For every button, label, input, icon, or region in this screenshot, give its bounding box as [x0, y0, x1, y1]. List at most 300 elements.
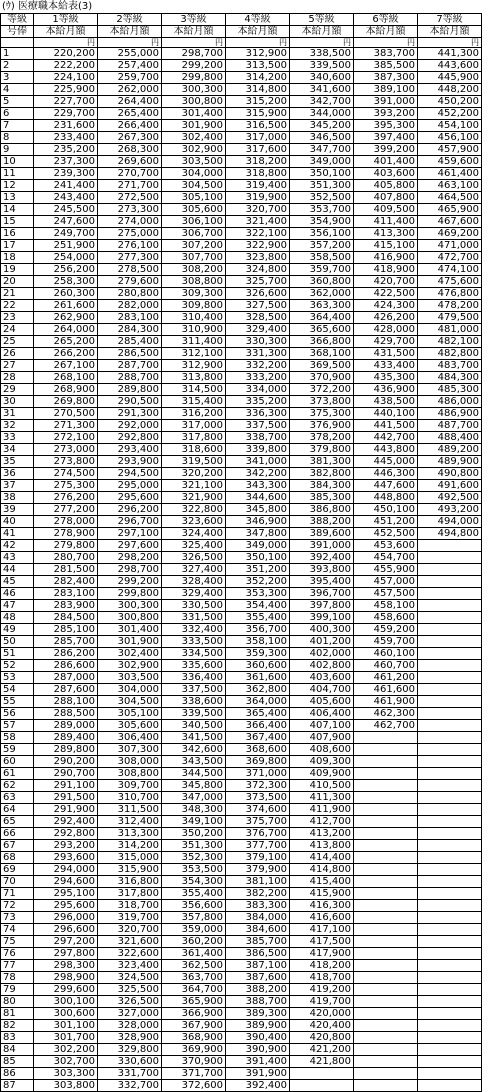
salary-cell-grade-3: 324,400 — [162, 528, 226, 540]
step-cell: 12 — [1, 180, 34, 192]
salary-cell-grade-6: 436,900 — [354, 384, 418, 396]
salary-cell-grade-3: 352,300 — [162, 852, 226, 864]
salary-cell-grade-7: 465,900 — [418, 204, 482, 216]
salary-cell-grade-6: 446,300 — [354, 468, 418, 480]
salary-cell-grade-1: 296,000 — [34, 912, 98, 924]
step-cell: 41 — [1, 528, 34, 540]
salary-cell-grade-6: 458,600 — [354, 612, 418, 624]
salary-cell-grade-6: 461,600 — [354, 684, 418, 696]
salary-cell-grade-6 — [354, 972, 418, 984]
salary-cell-grade-1: 300,600 — [34, 1008, 98, 1020]
salary-cell-grade-3: 359,000 — [162, 924, 226, 936]
salary-cell-grade-3: 343,500 — [162, 756, 226, 768]
table-row — [1, 900, 482, 912]
salary-cell-grade-7: 482,800 — [418, 348, 482, 360]
salary-cell-grade-7 — [418, 780, 482, 792]
salary-cell-grade-5: 402,800 — [290, 660, 354, 672]
salary-cell-grade-7 — [418, 792, 482, 804]
salary-cell-grade-6: 440,100 — [354, 408, 418, 420]
salary-cell-grade-2: 311,500 — [98, 804, 162, 816]
salary-cell-grade-3: 301,400 — [162, 108, 226, 120]
salary-cell-grade-1: 284,500 — [34, 612, 98, 624]
table-row — [1, 648, 482, 660]
header-sub-label: 本給月額 — [226, 26, 290, 38]
salary-cell-grade-3: 325,400 — [162, 540, 226, 552]
salary-cell-grade-4: 368,600 — [226, 744, 290, 756]
salary-cell-grade-4: 362,800 — [226, 684, 290, 696]
step-cell: 70 — [1, 876, 34, 888]
step-cell: 4 — [1, 84, 34, 96]
salary-cell-grade-6: 441,500 — [354, 420, 418, 432]
salary-cell-grade-4: 319,900 — [226, 192, 290, 204]
salary-cell-grade-7: 472,700 — [418, 252, 482, 264]
table-row — [1, 804, 482, 816]
salary-cell-grade-6: 435,300 — [354, 372, 418, 384]
salary-cell-grade-2: 318,700 — [98, 900, 162, 912]
salary-cell-grade-4: 392,400 — [226, 1080, 290, 1092]
salary-cell-grade-4: 314,200 — [226, 72, 290, 84]
salary-cell-grade-1: 273,000 — [34, 444, 98, 456]
table-row — [1, 552, 482, 564]
salary-cell-grade-6 — [354, 1044, 418, 1056]
salary-cell-grade-1: 239,300 — [34, 168, 98, 180]
salary-cell-grade-6: 424,300 — [354, 300, 418, 312]
salary-cell-grade-1: 275,300 — [34, 480, 98, 492]
table-row — [1, 960, 482, 972]
salary-cell-grade-4: 390,900 — [226, 1044, 290, 1056]
salary-cell-grade-1: 243,400 — [34, 192, 98, 204]
table-row — [1, 1020, 482, 1032]
salary-cell-grade-7: 482,100 — [418, 336, 482, 348]
step-cell: 31 — [1, 408, 34, 420]
salary-cell-grade-5: 419,700 — [290, 996, 354, 1008]
salary-cell-grade-5: 338,500 — [290, 48, 354, 60]
step-cell: 71 — [1, 888, 34, 900]
salary-cell-grade-7 — [418, 1044, 482, 1056]
salary-cell-grade-6: 455,900 — [354, 564, 418, 576]
salary-cell-grade-4: 341,000 — [226, 456, 290, 468]
salary-cell-grade-3: 301,900 — [162, 120, 226, 132]
salary-cell-grade-7 — [418, 900, 482, 912]
step-cell: 77 — [1, 960, 34, 972]
salary-cell-grade-3: 310,400 — [162, 312, 226, 324]
salary-cell-grade-2: 315,900 — [98, 864, 162, 876]
salary-cell-grade-1: 288,500 — [34, 708, 98, 720]
salary-cell-grade-7: 483,700 — [418, 360, 482, 372]
salary-cell-grade-3: 362,500 — [162, 960, 226, 972]
salary-cell-grade-6 — [354, 876, 418, 888]
yen-unit-label: 円 — [226, 38, 290, 48]
salary-cell-grade-7 — [418, 540, 482, 552]
salary-cell-grade-3: 368,900 — [162, 1032, 226, 1044]
salary-cell-grade-2: 296,700 — [98, 516, 162, 528]
yen-unit-label: 円 — [162, 38, 226, 48]
salary-cell-grade-1: 258,300 — [34, 276, 98, 288]
salary-cell-grade-7: 481,000 — [418, 324, 482, 336]
salary-cell-grade-1: 266,200 — [34, 348, 98, 360]
salary-cell-grade-2: 323,400 — [98, 960, 162, 972]
salary-cell-grade-2: 277,300 — [98, 252, 162, 264]
step-cell: 3 — [1, 72, 34, 84]
salary-cell-grade-5: 385,300 — [290, 492, 354, 504]
header-grade-label: 等級 — [1, 14, 34, 26]
header-grade-7: 7等級 — [418, 14, 482, 26]
salary-cell-grade-3: 335,600 — [162, 660, 226, 672]
salary-cell-grade-3: 338,600 — [162, 696, 226, 708]
table-row — [1, 612, 482, 624]
salary-cell-grade-2: 294,500 — [98, 468, 162, 480]
salary-cell-grade-1: 281,500 — [34, 564, 98, 576]
salary-cell-grade-5: 368,100 — [290, 348, 354, 360]
salary-cell-grade-7 — [418, 636, 482, 648]
table-row — [1, 564, 482, 576]
salary-cell-grade-4: 321,400 — [226, 216, 290, 228]
salary-cell-grade-4: 325,700 — [226, 276, 290, 288]
step-cell: 9 — [1, 144, 34, 156]
salary-cell-grade-4: 327,500 — [226, 300, 290, 312]
salary-cell-grade-3: 321,100 — [162, 480, 226, 492]
salary-cell-grade-3: 305,600 — [162, 204, 226, 216]
salary-cell-grade-5: 410,500 — [290, 780, 354, 792]
table-row — [1, 348, 482, 360]
salary-cell-grade-5: 341,600 — [290, 84, 354, 96]
step-cell: 55 — [1, 696, 34, 708]
salary-cell-grade-6: 433,400 — [354, 360, 418, 372]
salary-cell-grade-5: 414,400 — [290, 852, 354, 864]
table-row — [1, 120, 482, 132]
step-cell: 11 — [1, 168, 34, 180]
salary-cell-grade-3: 367,900 — [162, 1020, 226, 1032]
salary-cell-grade-4: 330,300 — [226, 336, 290, 348]
salary-cell-grade-6: 445,000 — [354, 456, 418, 468]
page-title: (ｳ) 医療職本給表(3) — [2, 1, 93, 12]
salary-cell-grade-3: 361,400 — [162, 948, 226, 960]
salary-cell-grade-5: 406,400 — [290, 708, 354, 720]
table-row — [1, 264, 482, 276]
salary-cell-grade-3: 336,400 — [162, 672, 226, 684]
salary-cell-grade-4: 379,100 — [226, 852, 290, 864]
salary-cell-grade-4: 345,800 — [226, 504, 290, 516]
salary-cell-grade-5: 340,600 — [290, 72, 354, 84]
salary-cell-grade-6: 418,900 — [354, 264, 418, 276]
salary-cell-grade-4: 351,200 — [226, 564, 290, 576]
step-cell: 17 — [1, 240, 34, 252]
salary-cell-grade-4: 316,500 — [226, 120, 290, 132]
salary-cell-grade-7 — [418, 1056, 482, 1068]
salary-cell-grade-2: 330,600 — [98, 1056, 162, 1068]
salary-cell-grade-7: 459,600 — [418, 156, 482, 168]
salary-cell-grade-1: 279,800 — [34, 540, 98, 552]
salary-cell-grade-2: 270,700 — [98, 168, 162, 180]
salary-cell-grade-2: 265,400 — [98, 108, 162, 120]
salary-cell-grade-3: 372,600 — [162, 1080, 226, 1092]
salary-cell-grade-1: 249,700 — [34, 228, 98, 240]
salary-cell-grade-1: 291,500 — [34, 792, 98, 804]
salary-cell-grade-3: 303,500 — [162, 156, 226, 168]
salary-cell-grade-3: 360,200 — [162, 936, 226, 948]
salary-cell-grade-5: 392,400 — [290, 552, 354, 564]
salary-cell-grade-5: 347,700 — [290, 144, 354, 156]
salary-cell-grade-3: 340,500 — [162, 720, 226, 732]
salary-cell-grade-2: 283,100 — [98, 312, 162, 324]
salary-cell-grade-7: 479,500 — [418, 312, 482, 324]
salary-cell-grade-3: 370,900 — [162, 1056, 226, 1068]
salary-cell-grade-4: 350,100 — [226, 552, 290, 564]
step-cell: 59 — [1, 744, 34, 756]
salary-cell-grade-4: 374,600 — [226, 804, 290, 816]
salary-cell-grade-2: 328,900 — [98, 1032, 162, 1044]
table-row — [1, 480, 482, 492]
salary-cell-grade-2: 327,000 — [98, 1008, 162, 1020]
salary-cell-grade-1: 303,300 — [34, 1068, 98, 1080]
salary-cell-grade-1: 293,600 — [34, 852, 98, 864]
salary-cell-grade-2: 313,300 — [98, 828, 162, 840]
salary-cell-grade-2: 322,600 — [98, 948, 162, 960]
salary-cell-grade-3: 322,800 — [162, 504, 226, 516]
table-row — [1, 576, 482, 588]
salary-cell-grade-3: 307,200 — [162, 240, 226, 252]
unit-blank-cell — [1, 38, 34, 48]
salary-cell-grade-3: 321,900 — [162, 492, 226, 504]
salary-cell-grade-5: 418,200 — [290, 960, 354, 972]
salary-cell-grade-5 — [290, 1068, 354, 1080]
salary-cell-grade-5: 399,100 — [290, 612, 354, 624]
salary-cell-grade-2: 300,300 — [98, 600, 162, 612]
salary-cell-grade-4: 313,500 — [226, 60, 290, 72]
table-row — [1, 468, 482, 480]
salary-cell-grade-6: 447,600 — [354, 480, 418, 492]
step-cell: 37 — [1, 480, 34, 492]
salary-cell-grade-5: 404,700 — [290, 684, 354, 696]
salary-cell-grade-6: 399,200 — [354, 144, 418, 156]
salary-cell-grade-4: 318,200 — [226, 156, 290, 168]
header-grade-2: 2等級 — [98, 14, 162, 26]
salary-cell-grade-7: 448,200 — [418, 84, 482, 96]
step-cell: 72 — [1, 900, 34, 912]
salary-cell-grade-5: 400,300 — [290, 624, 354, 636]
salary-cell-grade-1: 256,200 — [34, 264, 98, 276]
salary-cell-grade-5: 339,500 — [290, 60, 354, 72]
table-row — [1, 1032, 482, 1044]
salary-cell-grade-2: 276,100 — [98, 240, 162, 252]
table-row — [1, 372, 482, 384]
table-row — [1, 324, 482, 336]
salary-cell-grade-2: 269,600 — [98, 156, 162, 168]
step-cell: 27 — [1, 360, 34, 372]
salary-cell-grade-7: 475,600 — [418, 276, 482, 288]
salary-cell-grade-2: 302,900 — [98, 660, 162, 672]
table-row — [1, 240, 482, 252]
salary-cell-grade-5: 412,700 — [290, 816, 354, 828]
salary-cell-grade-1: 265,200 — [34, 336, 98, 348]
salary-cell-grade-7: 441,300 — [418, 48, 482, 60]
salary-cell-grade-7: 463,100 — [418, 180, 482, 192]
salary-cell-grade-4: 317,600 — [226, 144, 290, 156]
salary-cell-grade-1: 280,700 — [34, 552, 98, 564]
salary-cell-grade-5: 415,400 — [290, 876, 354, 888]
salary-cell-grade-3: 371,700 — [162, 1068, 226, 1080]
salary-cell-grade-2: 290,500 — [98, 396, 162, 408]
salary-cell-grade-2: 302,400 — [98, 648, 162, 660]
salary-cell-grade-2: 273,300 — [98, 204, 162, 216]
step-cell: 16 — [1, 228, 34, 240]
salary-cell-grade-3: 312,100 — [162, 348, 226, 360]
table-row — [1, 1056, 482, 1068]
salary-cell-grade-7: 454,100 — [418, 120, 482, 132]
salary-cell-grade-3: 308,200 — [162, 264, 226, 276]
step-cell: 25 — [1, 336, 34, 348]
table-row — [1, 756, 482, 768]
salary-cell-grade-4: 317,000 — [226, 132, 290, 144]
salary-cell-grade-1: 300,100 — [34, 996, 98, 1008]
step-cell: 73 — [1, 912, 34, 924]
salary-cell-grade-2: 301,400 — [98, 624, 162, 636]
salary-cell-grade-5: 417,100 — [290, 924, 354, 936]
salary-cell-grade-7: 487,700 — [418, 420, 482, 432]
table-row — [1, 852, 482, 864]
salary-cell-grade-6: 458,100 — [354, 600, 418, 612]
salary-cell-grade-4: 322,100 — [226, 228, 290, 240]
salary-cell-grade-1: 296,600 — [34, 924, 98, 936]
salary-cell-grade-3: 348,300 — [162, 804, 226, 816]
table-row — [1, 204, 482, 216]
table-row — [1, 864, 482, 876]
salary-cell-grade-1: 302,700 — [34, 1056, 98, 1068]
salary-cell-grade-6 — [354, 732, 418, 744]
salary-cell-grade-7: 452,200 — [418, 108, 482, 120]
salary-cell-grade-7 — [418, 1032, 482, 1044]
salary-cell-grade-2: 293,400 — [98, 444, 162, 456]
salary-cell-grade-1: 289,800 — [34, 744, 98, 756]
table-row — [1, 792, 482, 804]
salary-cell-grade-4: 390,400 — [226, 1032, 290, 1044]
salary-cell-grade-5: 417,500 — [290, 936, 354, 948]
table-row — [1, 48, 482, 60]
salary-cell-grade-1: 289,400 — [34, 732, 98, 744]
salary-cell-grade-1: 299,600 — [34, 984, 98, 996]
salary-cell-grade-3: 331,500 — [162, 612, 226, 624]
salary-cell-grade-2: 264,400 — [98, 96, 162, 108]
salary-cell-grade-4: 387,100 — [226, 960, 290, 972]
salary-cell-grade-5: 409,900 — [290, 768, 354, 780]
salary-cell-grade-3: 330,500 — [162, 600, 226, 612]
salary-cell-grade-2: 272,500 — [98, 192, 162, 204]
salary-cell-grade-1: 267,100 — [34, 360, 98, 372]
salary-cell-grade-2: 279,600 — [98, 276, 162, 288]
salary-cell-grade-5: 393,800 — [290, 564, 354, 576]
header-grade-1: 1等級 — [34, 14, 98, 26]
step-cell: 36 — [1, 468, 34, 480]
salary-cell-grade-7 — [418, 828, 482, 840]
salary-cell-grade-5: 407,900 — [290, 732, 354, 744]
salary-cell-grade-3: 309,800 — [162, 300, 226, 312]
salary-cell-grade-3: 350,200 — [162, 828, 226, 840]
step-cell: 45 — [1, 576, 34, 588]
salary-cell-grade-5: 391,000 — [290, 540, 354, 552]
salary-cell-grade-2: 324,500 — [98, 972, 162, 984]
table-row — [1, 768, 482, 780]
salary-cell-grade-7 — [418, 816, 482, 828]
salary-cell-grade-4: 324,800 — [226, 264, 290, 276]
salary-cell-grade-4: 354,400 — [226, 600, 290, 612]
table-row — [1, 828, 482, 840]
step-cell: 74 — [1, 924, 34, 936]
salary-cell-grade-2: 312,400 — [98, 816, 162, 828]
table-row — [1, 96, 482, 108]
salary-cell-grade-6 — [354, 780, 418, 792]
table-row — [1, 516, 482, 528]
salary-cell-grade-2: 295,000 — [98, 480, 162, 492]
salary-cell-grade-2: 316,800 — [98, 876, 162, 888]
table-row — [1, 108, 482, 120]
step-cell: 57 — [1, 720, 34, 732]
step-cell: 79 — [1, 984, 34, 996]
header-sub-label: 本給月額 — [418, 26, 482, 38]
salary-cell-grade-1: 294,000 — [34, 864, 98, 876]
salary-cell-grade-4: 322,900 — [226, 240, 290, 252]
salary-cell-grade-2: 282,000 — [98, 300, 162, 312]
salary-cell-grade-7: 494,000 — [418, 516, 482, 528]
salary-cell-grade-1: 285,700 — [34, 636, 98, 648]
table-row — [1, 360, 482, 372]
salary-cell-grade-1: 292,800 — [34, 828, 98, 840]
table-row — [1, 888, 482, 900]
salary-cell-grade-3: 304,000 — [162, 168, 226, 180]
salary-cell-grade-5: 365,600 — [290, 324, 354, 336]
salary-cell-grade-7: 445,900 — [418, 72, 482, 84]
salary-cell-grade-6: 460,700 — [354, 660, 418, 672]
salary-cell-grade-7 — [418, 744, 482, 756]
salary-cell-grade-7 — [418, 648, 482, 660]
salary-cell-grade-5: 417,900 — [290, 948, 354, 960]
salary-cell-grade-2: 329,800 — [98, 1044, 162, 1056]
salary-cell-grade-4: 375,700 — [226, 816, 290, 828]
salary-cell-grade-6: 416,900 — [354, 252, 418, 264]
salary-cell-grade-7 — [418, 1008, 482, 1020]
salary-cell-grade-3: 341,500 — [162, 732, 226, 744]
salary-cell-grade-7: 471,000 — [418, 240, 482, 252]
salary-cell-grade-1: 222,200 — [34, 60, 98, 72]
salary-cell-grade-7 — [418, 684, 482, 696]
salary-cell-grade-4: 369,800 — [226, 756, 290, 768]
salary-cell-grade-3: 300,300 — [162, 84, 226, 96]
salary-cell-grade-5: 408,600 — [290, 744, 354, 756]
salary-cell-grade-2: 255,000 — [98, 48, 162, 60]
salary-cell-grade-4: 387,600 — [226, 972, 290, 984]
salary-cell-grade-5: 342,700 — [290, 96, 354, 108]
step-cell: 39 — [1, 504, 34, 516]
step-cell: 13 — [1, 192, 34, 204]
salary-cell-grade-4: 365,400 — [226, 708, 290, 720]
salary-cell-grade-5: 366,800 — [290, 336, 354, 348]
salary-cell-grade-6 — [354, 1008, 418, 1020]
salary-cell-grade-6: 462,300 — [354, 708, 418, 720]
salary-cell-grade-5: 421,200 — [290, 1044, 354, 1056]
salary-cell-grade-4: 353,300 — [226, 588, 290, 600]
salary-cell-grade-3: 345,800 — [162, 780, 226, 792]
salary-cell-grade-6 — [354, 804, 418, 816]
salary-cell-grade-3: 309,300 — [162, 288, 226, 300]
salary-cell-grade-4: 342,200 — [226, 468, 290, 480]
step-cell: 1 — [1, 48, 34, 60]
salary-cell-grade-7 — [418, 672, 482, 684]
salary-cell-grade-6: 443,800 — [354, 444, 418, 456]
salary-cell-grade-2: 314,200 — [98, 840, 162, 852]
salary-cell-grade-2: 267,300 — [98, 132, 162, 144]
salary-cell-grade-5: 416,300 — [290, 900, 354, 912]
salary-cell-grade-2: 298,200 — [98, 552, 162, 564]
step-cell: 49 — [1, 624, 34, 636]
